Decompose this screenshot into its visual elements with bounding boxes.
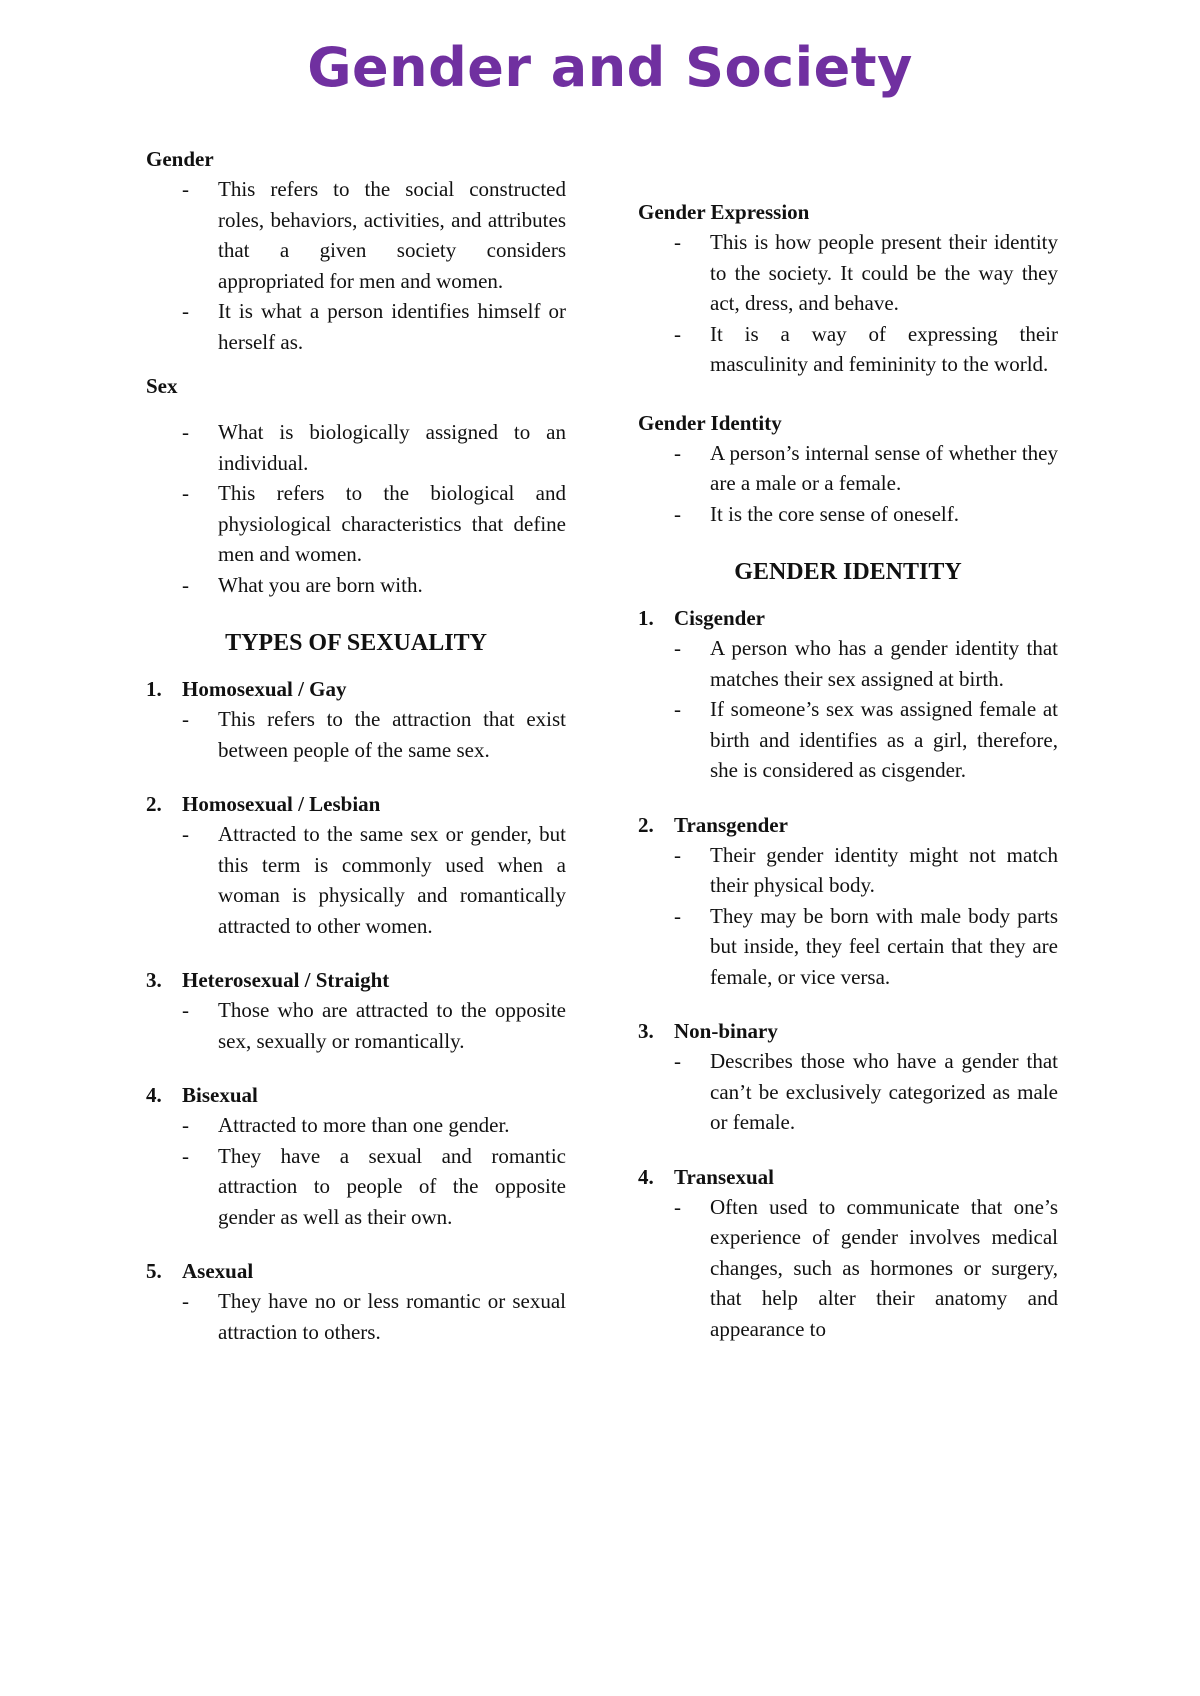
identity-type-item (638, 810, 1058, 993)
item-label: Transexual (674, 1164, 774, 1189)
bullet-item: - It is a way of expressing their masculinity and femininity to the world. (674, 321, 1058, 376)
bullet-item: - Describes those who have a gender that can’t be exclusively categorized as male or female. (674, 1049, 1058, 1134)
bullet-item: - If someone’s sex was assigned female at birth and identifies as a girl, therefore, she is considered as cisgender. (674, 697, 1058, 782)
item-number: 1. (146, 677, 162, 701)
identity-type-item (638, 1162, 1058, 1345)
item-number: 3. (146, 968, 162, 992)
item-number: 4. (146, 1083, 162, 1107)
right-column (638, 197, 1058, 1344)
item-label: Homosexual / Gay (182, 677, 347, 701)
bullet-item: - It is the core sense of oneself. (674, 501, 959, 526)
gender-expression-section (638, 197, 1058, 380)
bullet-item: - This refers to the attraction that exist between people of the same sex. (182, 707, 566, 762)
sex-section (146, 371, 566, 600)
sexuality-type-item (146, 789, 566, 941)
sexuality-type-item (146, 1080, 566, 1232)
types-of-sexuality-title: TYPES OF SEXUALITY (225, 630, 487, 656)
item-number: 3. (638, 1019, 654, 1043)
item-number: 4. (638, 1164, 654, 1189)
gender-identity-title: GENDER IDENTITY (734, 559, 962, 585)
gender-expression-heading: Gender Expression (638, 200, 810, 224)
identity-type-item (638, 603, 1058, 786)
sexuality-type-item (146, 965, 566, 1056)
bullet-item: - This refers to the biological and physiological characteristics that define men and women. (182, 481, 566, 566)
bullet-item: - Attracted to the same sex or gender, but this term is commonly used when a woman is physically and romantically attracted to other women. (182, 822, 566, 938)
gender-identity-section (638, 408, 1058, 530)
bullet-item: - This is how people present their identity to the society. It could be the way they act, dress, and behave. (674, 230, 1058, 315)
bullet-item: - What is biologically assigned to an individual. (182, 420, 566, 475)
sex-heading: Sex (146, 374, 178, 398)
gender-section (146, 144, 566, 357)
sex-bullets (146, 417, 566, 600)
item-label: Transgender (674, 812, 788, 837)
item-label: Asexual (182, 1259, 254, 1283)
item-label: Heterosexual / Straight (182, 968, 390, 992)
sexuality-type-item (146, 674, 566, 765)
bullet-item: - Often used to communicate that one’s experience of gender involves medical changes, such as hormones or surgery, that help alter their anatomy and appearance to (674, 1194, 1058, 1341)
bullet-item: - A person’s internal sense of whether they are a male or a female. (674, 440, 1058, 495)
bullet-item: - They have no or less romantic or sexual attraction to others. (182, 1289, 566, 1344)
item-label: Cisgender (674, 606, 765, 630)
item-number: 5. (146, 1259, 162, 1283)
bullet-item: - They have a sexual and romantic attraction to people of the opposite gender as well as their own. (182, 1143, 566, 1229)
bullet-item: - It is what a person identifies himself or herself as. (182, 299, 566, 354)
left-column (146, 144, 566, 1347)
bullet-item: - This refers to the social constructed roles, behaviors, activities, and attributes that a given society considers appropriated for men and women. (182, 177, 566, 293)
item-label: Non-binary (674, 1019, 778, 1043)
sexuality-type-item (146, 1256, 566, 1347)
page-title: Gender and Society (307, 36, 913, 99)
item-number: 2. (146, 792, 162, 816)
item-label: Bisexual (182, 1083, 258, 1107)
bullet-item: - Those who are attracted to the opposite sex, sexually or romantically. (182, 998, 566, 1053)
item-number: 2. (638, 812, 654, 837)
gender-identity-heading: Gender Identity (638, 410, 782, 435)
item-label: Homosexual / Lesbian (182, 792, 381, 816)
bullet-item: - Attracted to more than one gender. (182, 1113, 510, 1137)
bullet-item: - They may be born with male body parts but inside, they feel certain that they are female, or vice versa. (674, 903, 1058, 989)
gender-bullets (146, 174, 566, 357)
bullet-item: - Their gender identity might not match their physical body. (674, 842, 1058, 897)
identity-type-item (638, 1016, 1058, 1138)
item-number: 1. (638, 606, 654, 630)
bullet-item: - What you are born with. (182, 572, 423, 597)
bullet-item: - A person who has a gender identity that matches their sex assigned at birth. (674, 636, 1058, 691)
gender-heading: Gender (146, 147, 214, 171)
